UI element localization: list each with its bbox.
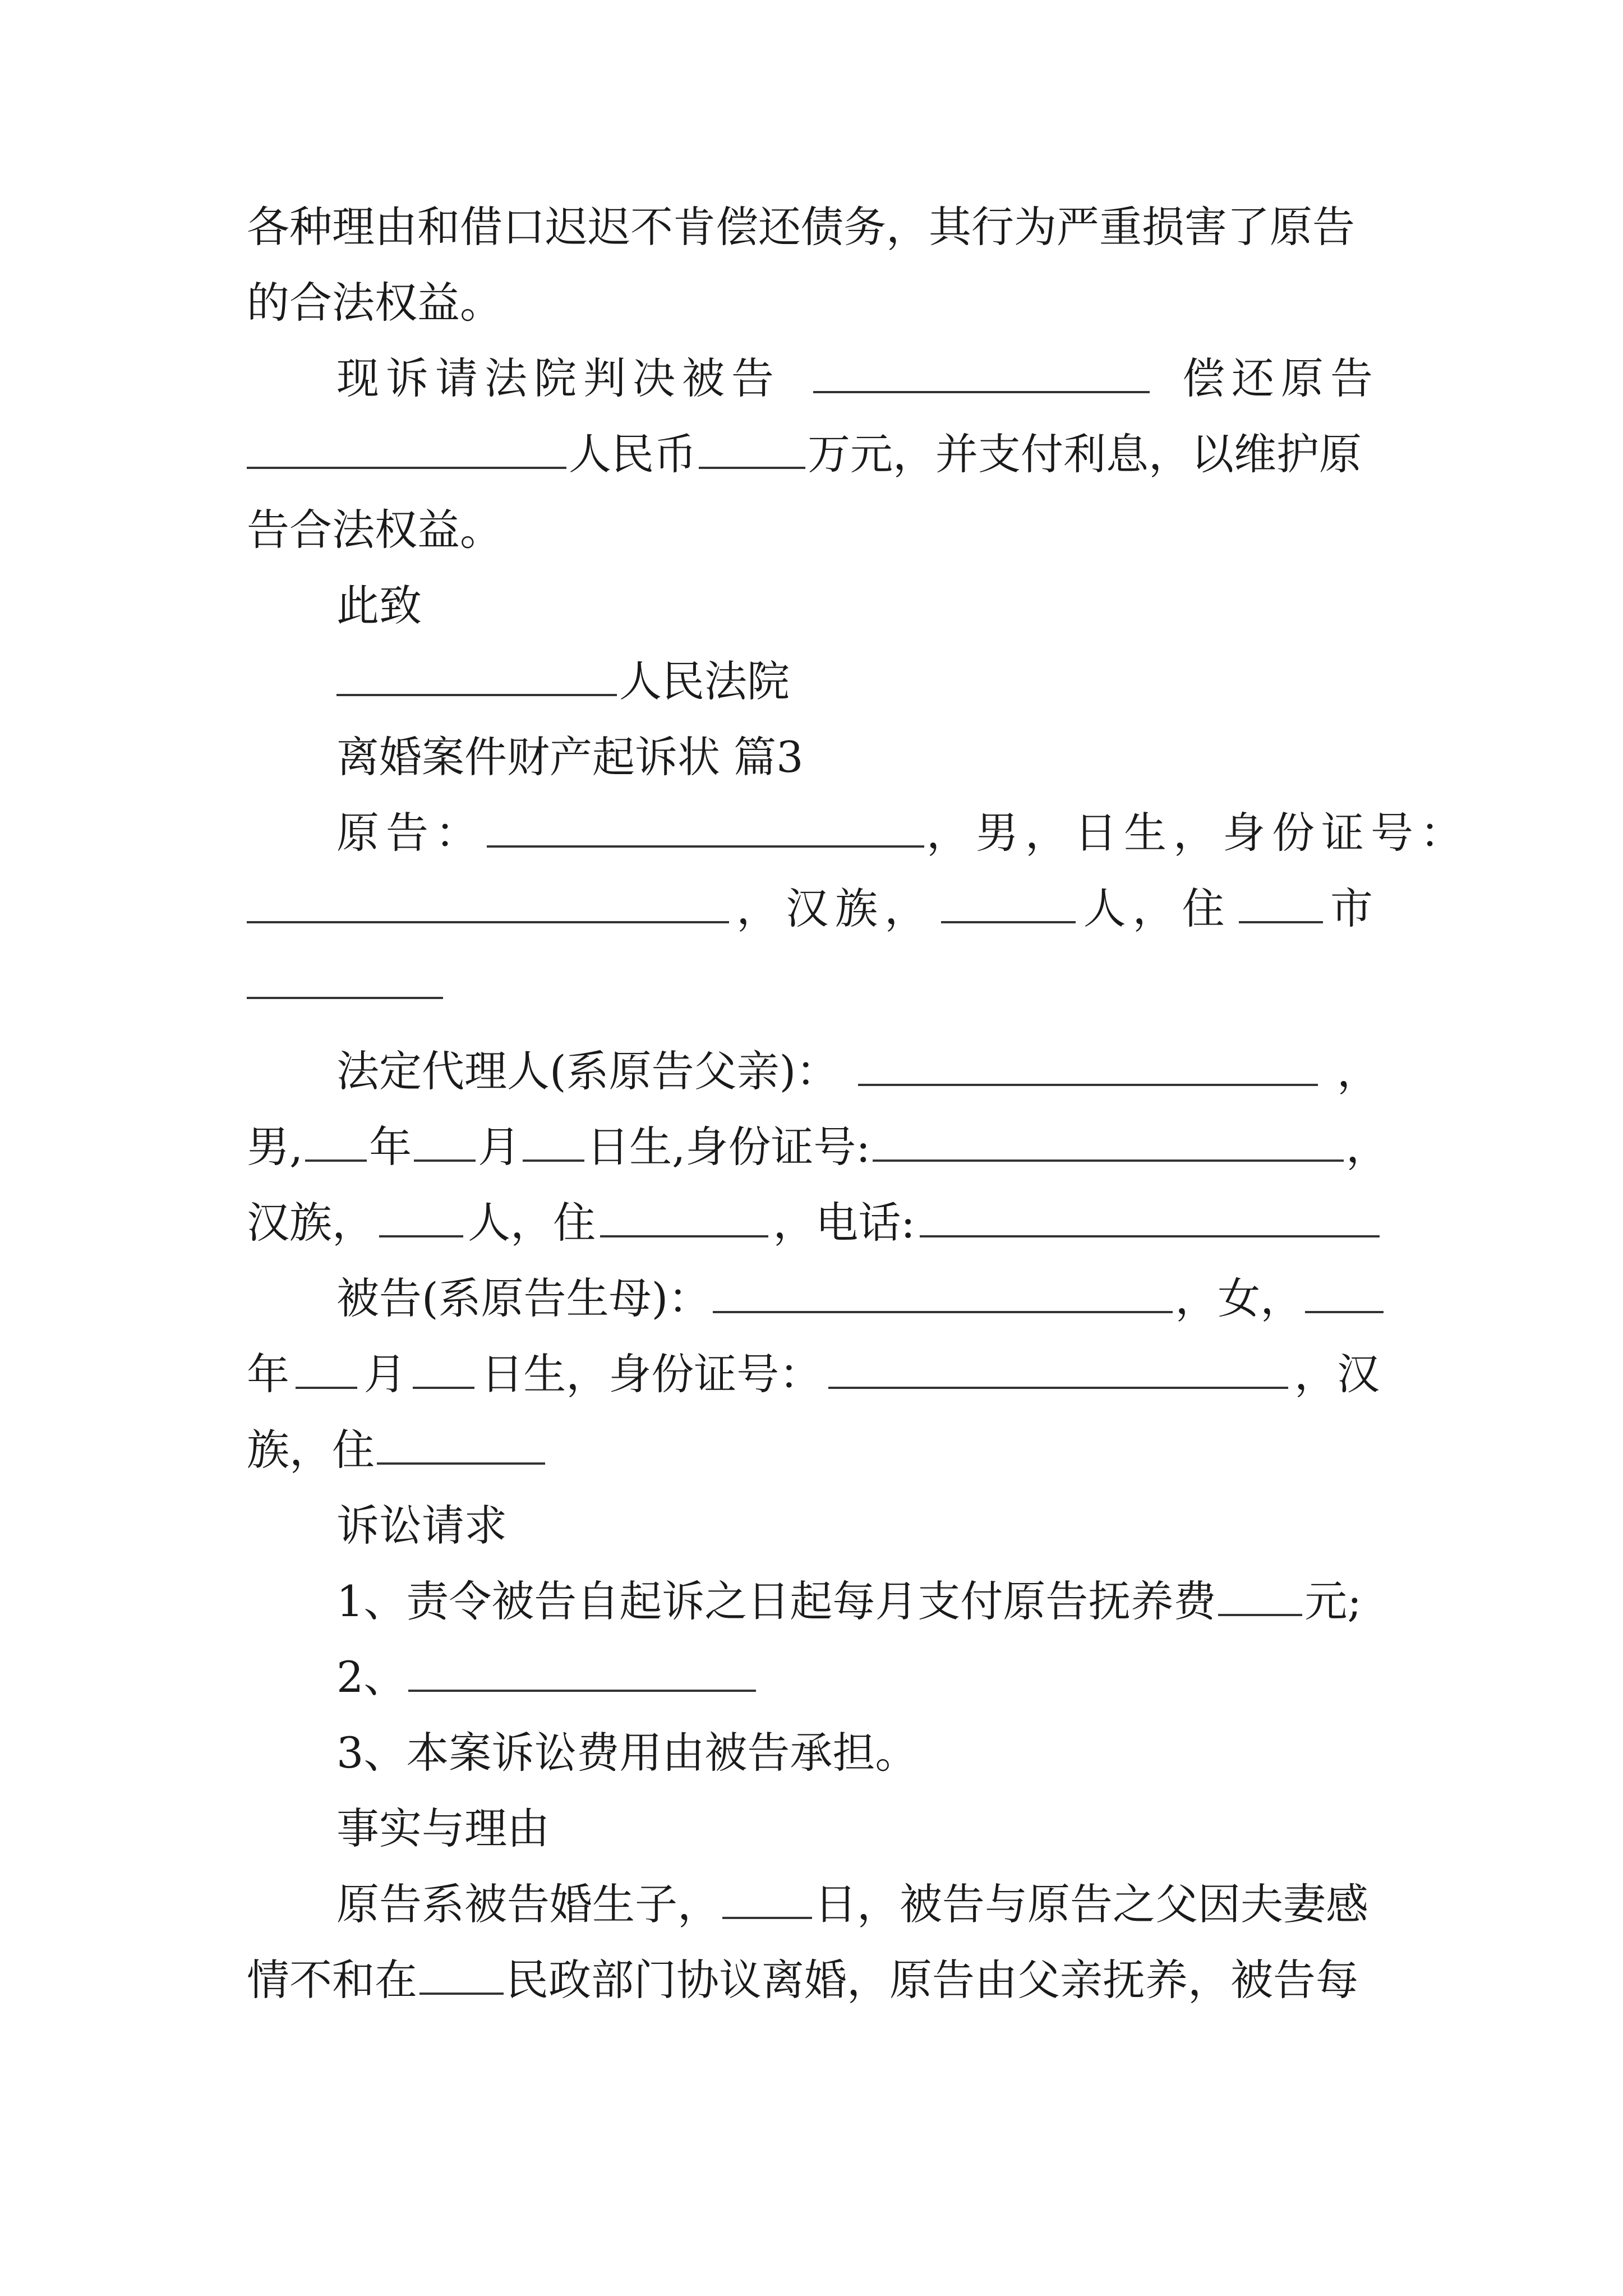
fill-blank: [941, 886, 1076, 923]
fill-blank: [713, 1276, 1173, 1313]
text-line: 人民币 万元，并支付利息，以维护原: [247, 426, 1380, 482]
text-line: 族，住: [247, 1422, 1380, 1478]
fill-blank: [523, 1125, 584, 1162]
text-line: 原告： ，男，日生，身份证号：: [336, 808, 1469, 858]
fill-blank: [722, 1882, 812, 1919]
fill-blank: [1305, 1276, 1384, 1313]
fill-blank: [296, 1352, 357, 1389]
fill-blank: [873, 1125, 1344, 1162]
fill-blank: [920, 1200, 1380, 1237]
fill-blank: [858, 1049, 1318, 1086]
text-line: ，汉族， 人，住 市: [247, 881, 1380, 937]
fill-blank: [408, 1655, 756, 1692]
text-line: 人民法院: [336, 654, 1380, 710]
fill-blank: [1239, 886, 1323, 923]
text-line: 3、本案诉讼费用由被告承担。: [336, 1728, 918, 1778]
fill-blank: [377, 1428, 545, 1465]
fill-blank: [247, 962, 443, 999]
fill-blank: [487, 811, 924, 848]
text-line: 原告系被告婚生子， 日，被告与原告之父因夫妻感: [336, 1879, 1368, 1929]
text-line: 现诉请法院判决被告 偿还原告: [336, 353, 1380, 403]
section-heading: 离婚案件财产起诉状 篇3: [336, 732, 804, 782]
text-line: 男, 年 月 日生,身份证号: ，: [247, 1122, 1389, 1172]
text-line: 各种理由和借口迟迟不肯偿还债务，其行为严重损害了原告: [247, 202, 1355, 252]
section-heading: 诉讼请求: [336, 1501, 507, 1550]
text-line: 法定代理人(系原告父亲)： ，: [336, 1046, 1380, 1096]
fill-blank: [305, 1125, 367, 1162]
text-line: 的合法权益。: [247, 278, 502, 328]
text-line: 2、: [336, 1649, 1380, 1705]
fill-blank: [414, 1125, 476, 1162]
text-line: 告合法权益。: [247, 505, 502, 555]
text-line: 情不和在 民政部门协议离婚，原告由父亲抚养，被告每: [247, 1955, 1358, 2005]
text-line: 汉族， 人，住 ，电话:: [247, 1195, 1380, 1251]
fill-blank: [828, 1352, 1288, 1389]
fill-blank: [247, 886, 729, 923]
text-line: 1、责令被告自起诉之日起每月支付原告抚养费 元;: [336, 1576, 1362, 1626]
text-line: [247, 956, 1380, 1013]
fill-blank: [813, 356, 1150, 393]
fill-blank: [336, 659, 617, 696]
fill-blank: [247, 432, 566, 469]
fill-blank: [413, 1352, 474, 1389]
fill-blank: [699, 432, 805, 469]
fill-blank: [1218, 1579, 1302, 1616]
fill-blank: [419, 1958, 504, 1995]
text-line: 年 月 日生，身份证号： ，汉: [247, 1349, 1380, 1399]
fill-blank: [600, 1200, 768, 1237]
fill-blank: [379, 1200, 463, 1237]
text-line: 被告(系原告生母)： ，女，: [336, 1271, 1380, 1327]
text-line: 此致: [336, 581, 422, 631]
section-heading: 事实与理由: [336, 1803, 550, 1853]
